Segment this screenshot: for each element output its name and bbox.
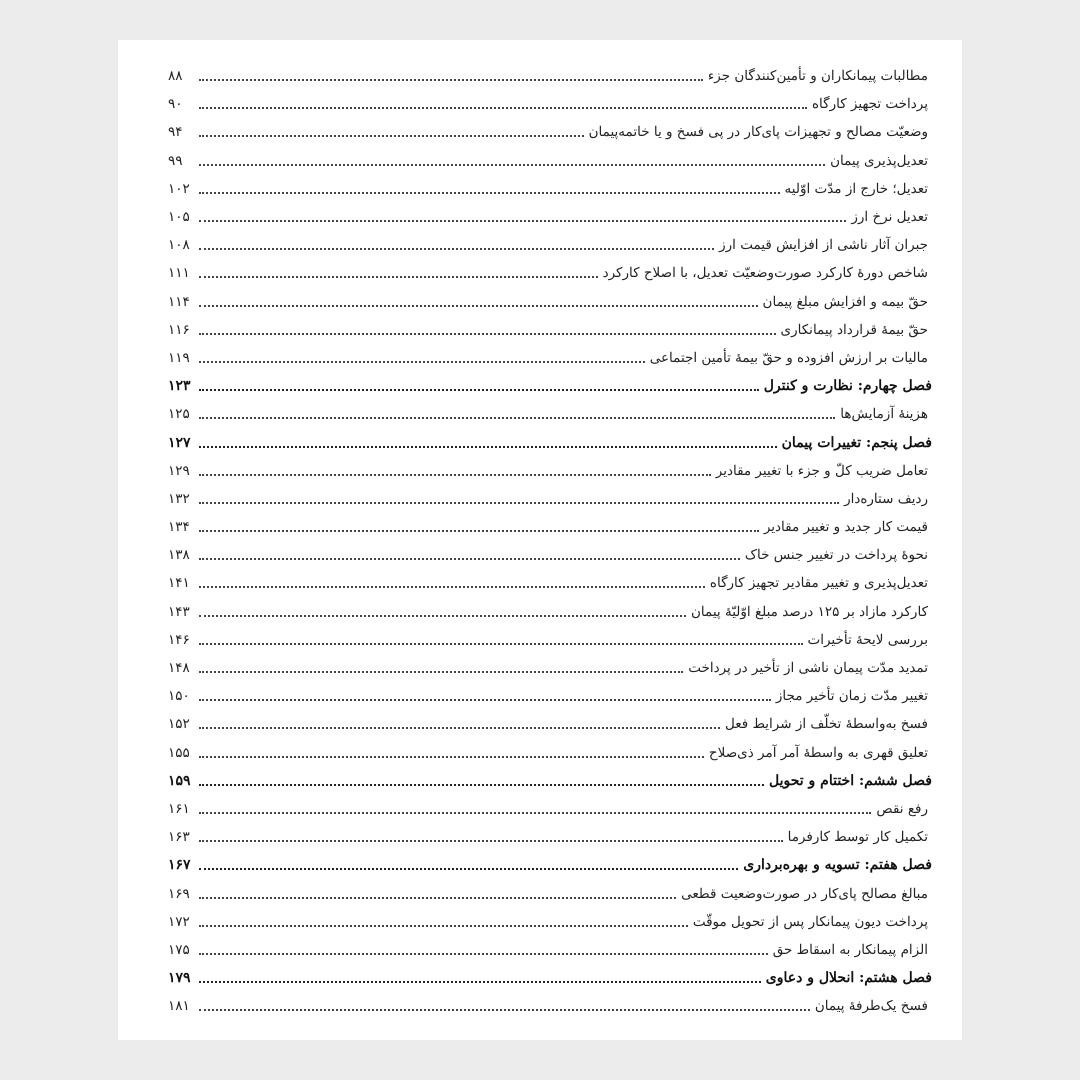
toc-entry-title: تعامل ضریب کلّ و جزء با تغییر مقادیر	[715, 462, 928, 479]
toc-entry-title: تعدیل‌پذیری و تغییر مقادیر تجهیز کارگاه	[709, 575, 928, 592]
toc-entry-title: تغییر مدّت زمان تأخیر مجاز	[775, 688, 928, 705]
toc-entry-title: حقّ بیمهٔ قرارداد پیمانکاری	[780, 321, 928, 338]
toc-page-number: ۱۲۳	[168, 378, 191, 395]
toc-entry-title: فسخ یک‌طرفهٔ پیمان	[814, 998, 928, 1015]
toc-entry-title: فصل هفتم: تسویه و بهره‌برداری	[743, 857, 932, 874]
toc-entry	[168, 682, 932, 710]
toc-entry	[168, 259, 932, 287]
toc-page-number: ۹۹	[168, 152, 183, 169]
toc-page-number: ۱۳۲	[168, 490, 190, 507]
dot-leader	[199, 897, 676, 899]
toc-entry-title: مطالبات پیمانکاران و تأمین‌کنندگان جزء	[707, 68, 928, 85]
toc-page-number: ۱۳۸	[168, 547, 190, 564]
dot-leader	[199, 333, 776, 335]
toc-entry	[168, 400, 932, 428]
toc-page-number: ۱۴۳	[168, 603, 190, 620]
toc-page-number: ۱۴۸	[168, 660, 190, 677]
toc-entry	[168, 541, 932, 569]
toc-entry-title: جبران آثار ناشی از افزایش قیمت ارز	[719, 237, 928, 254]
toc-entry	[168, 62, 932, 90]
toc-entry-title: نحوهٔ پرداخت در تغییر جنس خاک	[744, 547, 928, 564]
toc-entry-title: تعلیق قهری به واسطهٔ آمر آمر ذی‌صلاح	[708, 744, 928, 761]
toc-chapter-heading	[168, 964, 932, 992]
toc-page-number: ۱۰۲	[168, 180, 190, 197]
toc-entry-title: پرداخت تجهیز کارگاه	[811, 96, 928, 113]
dot-leader	[199, 868, 738, 870]
toc-entry	[168, 203, 932, 231]
dot-leader	[199, 530, 759, 532]
toc-chapter-heading	[168, 428, 932, 456]
toc-page-number: ۱۵۲	[168, 716, 190, 733]
toc-entry-title: الزام پیمانکار به اسقاط حق	[772, 941, 928, 958]
dot-leader	[199, 305, 758, 307]
toc-page-number: ۱۷۵	[168, 941, 190, 958]
toc-page-number: ۱۱۴	[168, 293, 190, 310]
toc-entry-title: حقّ بیمه و افزایش مبلغ پیمان	[762, 293, 928, 310]
toc-entry	[168, 288, 932, 316]
dot-leader	[199, 615, 686, 617]
toc-entry	[168, 710, 932, 738]
toc-page-number: ۱۶۳	[168, 829, 190, 846]
toc-entry-title: فصل هشتم: انحلال و دعاوی	[765, 970, 932, 987]
dot-leader	[199, 248, 714, 250]
dot-leader	[199, 925, 688, 927]
toc-entry-title: ردیف ستاره‌دار	[844, 490, 928, 507]
toc-chapter-heading	[168, 372, 932, 400]
table-of-contents	[168, 62, 932, 1020]
toc-entry-title: کارکرد مازاد بر ۱۲۵ درصد مبلغ اوّلیّهٔ پیمان	[691, 603, 928, 620]
toc-page-number: ۸۸	[168, 68, 183, 85]
toc-page-number: ۱۲۹	[168, 462, 190, 479]
dot-leader	[199, 953, 768, 955]
dot-leader	[199, 276, 598, 278]
toc-page-number: ۱۷۲	[168, 913, 190, 930]
dot-leader	[199, 361, 645, 363]
toc-page-number: ۹۴	[168, 124, 183, 141]
toc-chapter-heading	[168, 851, 932, 879]
dot-leader	[199, 446, 777, 448]
toc-entry	[168, 316, 932, 344]
toc-entry-title: فصل پنجم: تغییرات پیمان	[781, 434, 932, 451]
toc-entry-title: فصل چهارم: نظارت و کنترل	[763, 378, 932, 395]
toc-entry	[168, 992, 932, 1020]
toc-entry	[168, 457, 932, 485]
toc-entry-title: تعدیل؛ خارج از مدّت اوّلیه	[784, 180, 928, 197]
toc-page-number: ۱۵۰	[168, 688, 190, 705]
dot-leader	[199, 1009, 810, 1011]
toc-page-number: ۱۵۹	[168, 772, 191, 789]
toc-entry	[168, 936, 932, 964]
dot-leader	[199, 981, 761, 983]
dot-leader	[199, 671, 683, 673]
toc-entry	[168, 231, 932, 259]
toc-entry-title: تکمیل کار توسط کارفرما	[787, 829, 928, 846]
dot-leader	[199, 135, 584, 137]
toc-entry-title: رفع نقص	[876, 800, 928, 817]
dot-leader	[199, 164, 825, 166]
dot-leader	[199, 389, 759, 391]
toc-entry	[168, 795, 932, 823]
toc-page-number: ۹۰	[168, 96, 183, 113]
toc-entry	[168, 485, 932, 513]
toc-page-number: ۱۸۱	[168, 998, 190, 1015]
toc-entry	[168, 823, 932, 851]
toc-page-number: ۱۶۱	[168, 800, 190, 817]
toc-page-number: ۱۲۷	[168, 434, 191, 451]
toc-page-number: ۱۶۹	[168, 885, 190, 902]
toc-page-number: ۱۷۹	[168, 970, 191, 987]
toc-entry-title: پرداخت دیون پیمانکار پس از تحویل موقّت	[692, 913, 928, 930]
dot-leader	[199, 784, 764, 786]
toc-page-number: ۱۴۱	[168, 575, 190, 592]
toc-entry	[168, 147, 932, 175]
toc-entry-title: تعدیل نرخ ارز	[851, 209, 928, 226]
toc-page-number: ۱۱۹	[168, 349, 190, 366]
dot-leader	[199, 699, 771, 701]
dot-leader	[199, 756, 704, 758]
toc-entry-title: مالیات بر ارزش افزوده و حقّ بیمهٔ تأمین اجتماعی	[649, 349, 928, 366]
toc-entry-title: مبالغ مصالح پای‌کار در صورت‌وضعیت قطعی	[681, 885, 928, 902]
dot-leader	[199, 727, 720, 729]
toc-entry	[168, 175, 932, 203]
toc-entry	[168, 654, 932, 682]
toc-entry-title: تمدید مدّت پیمان ناشی از تأخیر در پرداخت	[688, 660, 928, 677]
dot-leader	[199, 643, 803, 645]
toc-entry-title: تعدیل‌پذیری پیمان	[830, 152, 928, 169]
toc-entry-title: شاخص دورهٔ کارکرد صورت‌وضعیّت تعدیل، با اصلاح کارکرد	[602, 265, 928, 282]
toc-page-number: ۱۲۵	[168, 406, 190, 423]
toc-entry-title: فصل ششم: اختتام و تحویل	[769, 772, 932, 789]
toc-entry	[168, 90, 932, 118]
dot-leader	[199, 474, 711, 476]
toc-chapter-heading	[168, 767, 932, 795]
toc-entry	[168, 908, 932, 936]
document-page	[118, 40, 962, 1040]
dot-leader	[199, 840, 783, 842]
toc-page-number: ۱۴۶	[168, 631, 190, 648]
toc-page-number: ۱۵۵	[168, 744, 190, 761]
dot-leader	[199, 107, 807, 109]
toc-page-number: ۱۱۱	[168, 265, 190, 282]
toc-entry-title: قیمت کار جدید و تغییر مقادیر	[763, 519, 928, 536]
toc-entry	[168, 513, 932, 541]
toc-page-number: ۱۰۵	[168, 209, 190, 226]
toc-entry	[168, 118, 932, 146]
dot-leader	[199, 220, 846, 222]
dot-leader	[199, 192, 780, 194]
dot-leader	[199, 79, 703, 81]
dot-leader	[199, 417, 835, 419]
toc-entry	[168, 626, 932, 654]
toc-page-number: ۱۰۸	[168, 237, 190, 254]
toc-entry-title: وضعیّت مصالح و تجهیزات پای‌کار در پی فسخ و یا خاتمه‌پیمان	[588, 124, 928, 141]
toc-entry-title: فسخ به‌واسطهٔ تخلّف از شرایط فعل	[724, 716, 928, 733]
toc-entry-title: بررسی لایحهٔ تأخیرات	[807, 631, 928, 648]
toc-entry	[168, 879, 932, 907]
toc-entry	[168, 569, 932, 597]
toc-entry-title: هزینهٔ آزمایش‌ها	[840, 406, 928, 423]
toc-entry	[168, 344, 932, 372]
toc-entry	[168, 739, 932, 767]
toc-page-number: ۱۶۷	[168, 857, 191, 874]
toc-page-number: ۱۱۶	[168, 321, 190, 338]
toc-page-number: ۱۳۴	[168, 519, 190, 536]
toc-entry	[168, 598, 932, 626]
dot-leader	[199, 558, 740, 560]
dot-leader	[199, 502, 839, 504]
dot-leader	[199, 586, 705, 588]
dot-leader	[199, 812, 871, 814]
